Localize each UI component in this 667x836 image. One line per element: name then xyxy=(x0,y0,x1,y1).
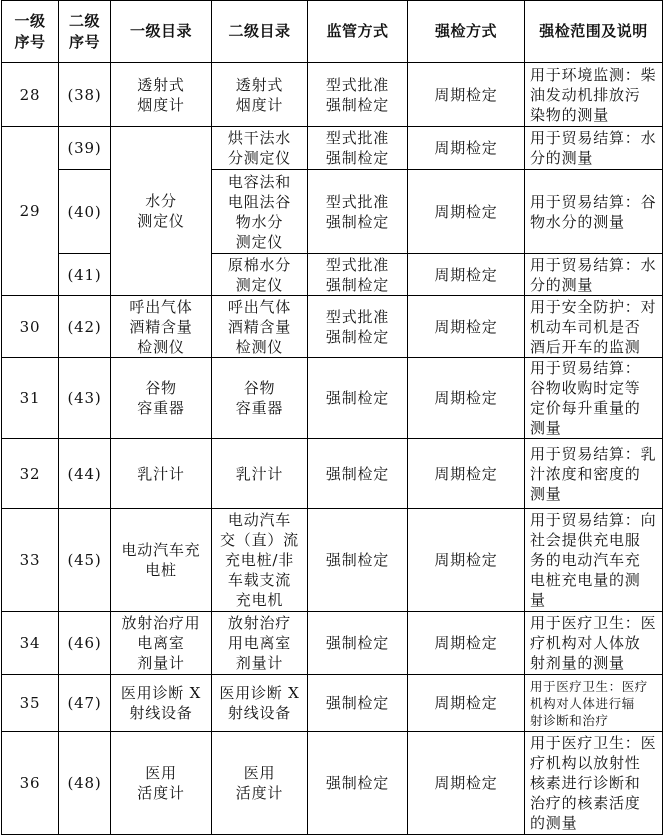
header-inspection: 强检方式 xyxy=(408,1,525,63)
level2-catalog-cell: 原棉水分 测定仪 xyxy=(212,254,308,296)
level1-catalog-cell: 医用 活度计 xyxy=(111,732,212,835)
level2-no-cell: (40) xyxy=(59,170,111,254)
supervision-cell: 型式批准 强制检定 xyxy=(308,296,408,358)
scope-cell: 用于贸易结算：乳 汁浓度和密度的 测量 xyxy=(525,439,663,509)
level2-no-cell: (41) xyxy=(59,254,111,296)
header-level2-catalog: 二级目录 xyxy=(212,1,308,63)
scope-cell: 用于贸易结算：水 分的测量 xyxy=(525,127,663,170)
supervision-cell: 型式批准 强制检定 xyxy=(308,254,408,296)
inspection-cell: 周期检定 xyxy=(408,732,525,835)
scope-cell: 用于医疗卫生：医 疗机构对人体放 射剂量的测量 xyxy=(525,612,663,675)
supervision-cell: 强制检定 xyxy=(308,358,408,439)
inspection-cell: 周期检定 xyxy=(408,509,525,612)
scope-cell: 用于贸易结算：谷 物水分的测量 xyxy=(525,170,663,254)
level2-catalog-cell: 医用诊断 X 射线设备 xyxy=(212,675,308,732)
inspection-cell: 周期检定 xyxy=(408,254,525,296)
supervision-cell: 强制检定 xyxy=(308,439,408,509)
level2-catalog-cell: 透射式 烟度计 xyxy=(212,63,308,127)
scope-cell: 用于安全防护：对 机动车司机是否 酒后开车的监测 xyxy=(525,296,663,358)
inspection-cell: 周期检定 xyxy=(408,439,525,509)
level1-catalog-cell: 乳汁计 xyxy=(111,439,212,509)
level2-catalog-cell: 医用 活度计 xyxy=(212,732,308,835)
level1-no-cell: 31 xyxy=(2,358,59,439)
level2-no-cell: (46) xyxy=(59,612,111,675)
supervision-cell: 型式批准 强制检定 xyxy=(308,127,408,170)
level2-catalog-cell: 烘干法水 分测定仪 xyxy=(212,127,308,170)
level1-catalog-cell: 电动汽车充 电桩 xyxy=(111,509,212,612)
inspection-cell: 周期检定 xyxy=(408,358,525,439)
supervision-cell: 强制检定 xyxy=(308,612,408,675)
scope-cell: 用于贸易结算：向 社会提供充电服 务的电动汽车充 电桩充电量的测 量 xyxy=(525,509,663,612)
level2-catalog-cell: 谷物 容重器 xyxy=(212,358,308,439)
level2-catalog-cell: 乳汁计 xyxy=(212,439,308,509)
table-row xyxy=(2,439,663,509)
level1-no-cell: 30 xyxy=(2,296,59,358)
level1-catalog-cell: 透射式 烟度计 xyxy=(111,63,212,127)
level2-no-cell: (44) xyxy=(59,439,111,509)
level2-no-cell: (47) xyxy=(59,675,111,732)
level1-no-cell: 32 xyxy=(2,439,59,509)
level2-catalog-cell: 电动汽车 交（直）流 充电桩/非 车载支流 充电机 xyxy=(212,509,308,612)
supervision-cell: 型式批准 强制检定 xyxy=(308,170,408,254)
inspection-cell: 周期检定 xyxy=(408,170,525,254)
level2-no-cell: (45) xyxy=(59,509,111,612)
table-row xyxy=(2,127,663,170)
supervision-cell: 强制检定 xyxy=(308,732,408,835)
level2-catalog-cell: 呼出气体 酒精含量 检测仪 xyxy=(212,296,308,358)
level1-no-cell: 34 xyxy=(2,612,59,675)
level1-catalog-cell: 放射治疗用 电离室 剂量计 xyxy=(111,612,212,675)
level2-no-cell: (38) xyxy=(59,63,111,127)
level1-no-cell: 29 xyxy=(2,127,59,296)
scope-cell: 用于医疗卫生：医疗 机构对人体进行辐 射诊断和治疗 xyxy=(525,675,663,732)
level1-catalog-cell: 水分 测定仪 xyxy=(111,127,212,296)
inspection-cell: 周期检定 xyxy=(408,63,525,127)
level1-no-cell: 33 xyxy=(2,509,59,612)
level2-no-cell: (39) xyxy=(59,127,111,170)
table-row xyxy=(2,358,663,439)
level1-no-cell: 28 xyxy=(2,63,59,127)
scope-cell: 用于贸易结算： 谷物收购时定等 定价每升重量的 测量 xyxy=(525,358,663,439)
level1-no-cell: 35 xyxy=(2,675,59,732)
scope-cell: 用于医疗卫生：医 疗机构以放射性 核素进行诊断和 治疗的核素活度 的测量 xyxy=(525,732,663,835)
header-scope: 强检范围及说明 xyxy=(525,1,663,63)
table-row xyxy=(2,612,663,675)
inspection-cell: 周期检定 xyxy=(408,675,525,732)
header-level1-no: 一级 序号 xyxy=(2,1,59,63)
table-row xyxy=(2,63,663,127)
table-row xyxy=(2,170,663,254)
inspection-cell: 周期检定 xyxy=(408,612,525,675)
header-level2-no: 二级 序号 xyxy=(59,1,111,63)
inspection-cell: 周期检定 xyxy=(408,296,525,358)
table-row xyxy=(2,509,663,612)
level1-no-cell: 36 xyxy=(2,732,59,835)
level1-catalog-cell: 呼出气体 酒精含量 检测仪 xyxy=(111,296,212,358)
header-row xyxy=(2,1,663,63)
supervision-cell: 强制检定 xyxy=(308,675,408,732)
level2-no-cell: (43) xyxy=(59,358,111,439)
header-level1-catalog: 一级目录 xyxy=(111,1,212,63)
supervision-cell: 型式批准 强制检定 xyxy=(308,63,408,127)
level2-no-cell: (42) xyxy=(59,296,111,358)
instrument-catalog-table xyxy=(1,0,663,835)
inspection-cell: 周期检定 xyxy=(408,127,525,170)
level1-catalog-cell: 医用诊断 X 射线设备 xyxy=(111,675,212,732)
table-row xyxy=(2,254,663,296)
level1-catalog-cell: 谷物 容重器 xyxy=(111,358,212,439)
level2-catalog-cell: 放射治疗 用电离室 剂量计 xyxy=(212,612,308,675)
level2-catalog-cell: 电容法和 电阻法谷 物水分 测定仪 xyxy=(212,170,308,254)
header-supervision: 监管方式 xyxy=(308,1,408,63)
table-row xyxy=(2,675,663,732)
level2-no-cell: (48) xyxy=(59,732,111,835)
table-row xyxy=(2,732,663,835)
scope-cell: 用于贸易结算：水 分的测量 xyxy=(525,254,663,296)
table-row xyxy=(2,296,663,358)
supervision-cell: 强制检定 xyxy=(308,509,408,612)
scope-cell: 用于环境监测：柴 油发动机排放污 染物的测量 xyxy=(525,63,663,127)
